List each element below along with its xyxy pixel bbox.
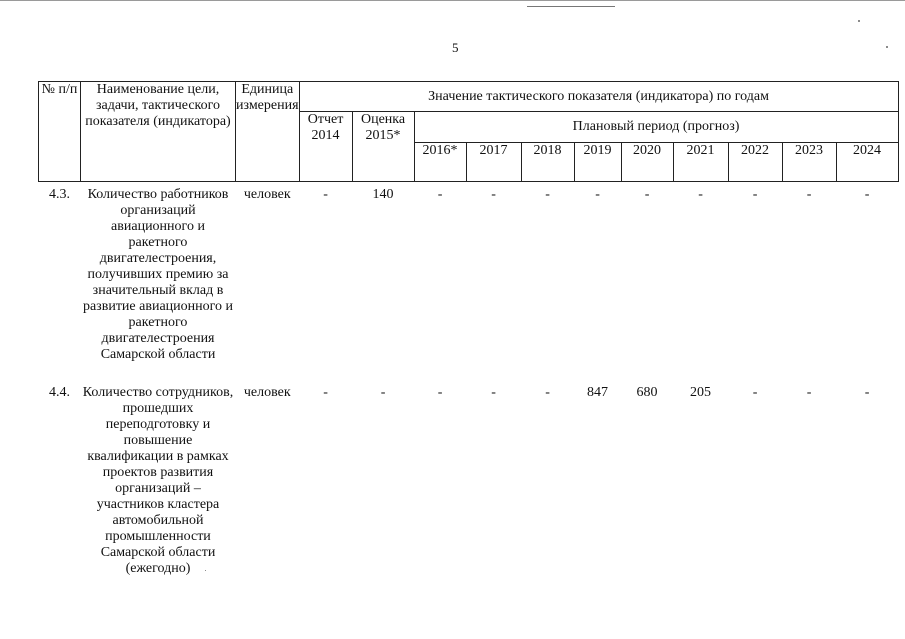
header-num-label: № п/п bbox=[41, 82, 78, 97]
header-unit bbox=[236, 82, 300, 182]
row-year-value: 205 bbox=[690, 385, 712, 400]
row-unit: человек bbox=[243, 187, 291, 202]
header-name bbox=[81, 82, 236, 182]
row-name: Количество сотрудников, прошедших переподготовку и повышение квалификации в рамках проектов развития организаций – участников кластера автомобильной промышленности Самарской области (ежегодно) bbox=[82, 385, 234, 576]
header-year: 2018 bbox=[521, 143, 574, 182]
row-year-value: 847 bbox=[587, 385, 609, 400]
row-year-value: - bbox=[806, 187, 812, 202]
top-rule bbox=[0, 0, 905, 1]
header-name-label: Наименование цели, задачи, тактического показателя (индикатора) bbox=[85, 82, 231, 129]
row-estimate: - bbox=[380, 385, 386, 400]
header-rule bbox=[527, 6, 615, 7]
header-year: 2023 bbox=[782, 143, 836, 182]
header-unit-label: Единица измерения bbox=[236, 82, 299, 113]
header-estimate-label: Оценка 2015* bbox=[360, 112, 406, 143]
row-year-value: - bbox=[491, 385, 496, 400]
header-year: 2016* bbox=[414, 143, 466, 182]
row-year-value: - bbox=[864, 187, 870, 202]
row-num: 4.3. bbox=[49, 187, 70, 202]
header-year: 2019 bbox=[574, 143, 621, 182]
row-report: - bbox=[323, 187, 328, 202]
page-number: 5 bbox=[452, 40, 459, 55]
header-plan-group bbox=[414, 112, 898, 143]
header-year: 2021 bbox=[673, 143, 728, 182]
row-estimate: 140 bbox=[372, 187, 394, 202]
row-year-value: - bbox=[437, 187, 443, 202]
scan-speck bbox=[886, 46, 888, 48]
header-year: 2020 bbox=[621, 143, 673, 182]
indicator-table bbox=[38, 81, 899, 577]
header-year: 2024 bbox=[836, 143, 898, 182]
row-year-value: - bbox=[752, 187, 758, 202]
row-year-value: - bbox=[545, 187, 550, 202]
row-num: 4.4. bbox=[49, 385, 70, 400]
scan-speck bbox=[858, 20, 860, 22]
header-values-group-label: Значение тактического показателя (индикатора) по годам bbox=[428, 88, 769, 104]
row-year-value: - bbox=[545, 385, 550, 400]
row-year-value: - bbox=[864, 385, 870, 400]
row-year-value: - bbox=[595, 187, 600, 202]
row-year-value: - bbox=[806, 385, 812, 400]
header-year: 2017 bbox=[466, 143, 521, 182]
header-num bbox=[39, 82, 81, 182]
row-year-value: - bbox=[644, 187, 650, 202]
header-plan-group-label: Плановый период (прогноз) bbox=[572, 119, 740, 134]
table-row bbox=[39, 378, 899, 577]
row-year-value: - bbox=[698, 187, 703, 202]
header-year: 2022 bbox=[728, 143, 782, 182]
row-year-value: - bbox=[437, 385, 443, 400]
row-unit: человек bbox=[243, 385, 291, 400]
header-report bbox=[299, 112, 352, 182]
header-report-label: Отчет 2014 bbox=[307, 112, 344, 143]
row-year-value: - bbox=[752, 385, 758, 400]
row-name: Количество работников организаций авиационного и ракетного двигателестроения, получивших премию за значительный вклад в развитие авиационного и ракетного двигателестроения Самарской области bbox=[82, 187, 234, 362]
header-estimate bbox=[352, 112, 414, 182]
row-report: - bbox=[323, 385, 328, 400]
table-row bbox=[39, 182, 899, 379]
header-values-group bbox=[299, 82, 898, 112]
row-year-value: 680 bbox=[636, 385, 658, 400]
row-year-value: - bbox=[491, 187, 496, 202]
